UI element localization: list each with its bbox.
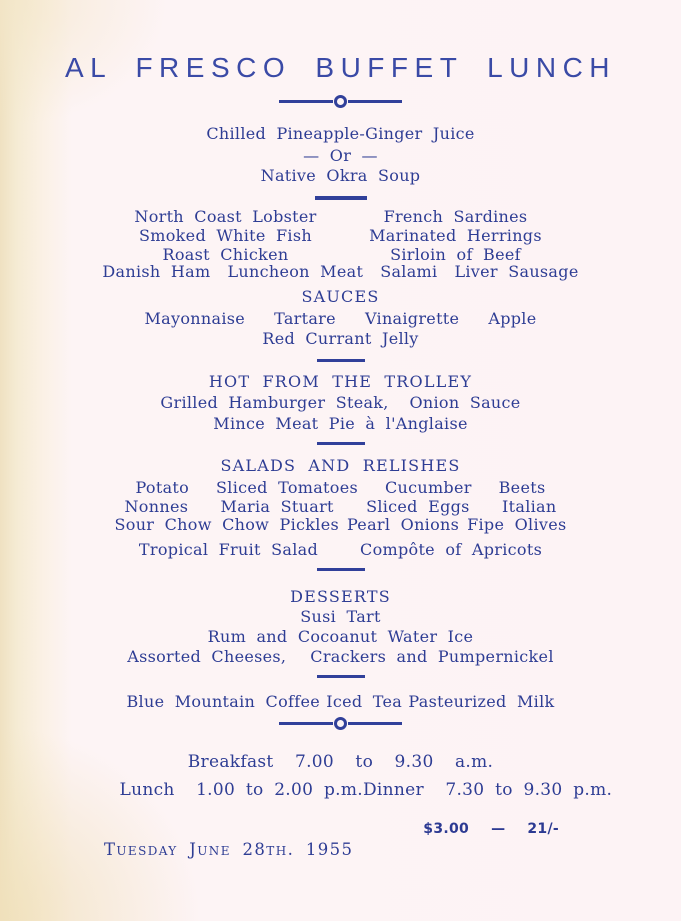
cold-item: Salami: [380, 262, 438, 281]
beverage-item: Iced Tea: [326, 692, 403, 711]
cheese-row: [0, 647, 681, 667]
salad-item: Nonnes: [124, 497, 189, 516]
salads-row: [115, 515, 567, 535]
or-separator: — Or —: [303, 146, 378, 165]
section-divider: [0, 568, 681, 571]
sauces-row: [145, 309, 537, 329]
salad-item: Beets: [498, 478, 546, 497]
beverage-item: Pasteurized Milk: [408, 692, 555, 711]
sauces-heading: SAUCES: [301, 287, 380, 306]
cold-item: Sirloin of Beef: [390, 245, 521, 264]
dessert-item: Susi Tart: [300, 607, 381, 626]
cold-item: Roast Chicken: [162, 245, 289, 264]
dessert-item: Rum and Cocoanut Water Ice: [207, 627, 474, 646]
section-divider: [0, 196, 681, 200]
sauce-item: Vinaigrette: [364, 309, 460, 328]
divider-line: [348, 722, 402, 725]
price-dollars: $3.00: [423, 821, 470, 837]
divider-line: [348, 100, 402, 103]
dessert-item: Crackers and Pumpernickel: [310, 647, 554, 666]
starter-soup: Native Okra Soup: [260, 166, 421, 185]
salad-item: Sliced Eggs: [366, 497, 470, 516]
salad-item: Compôte of Apricots: [360, 540, 543, 559]
salad-item: Sour Chow Chow Pickles: [114, 515, 339, 534]
section-divider: [0, 675, 681, 678]
salads-row: [125, 497, 557, 517]
salads-heading: SALADS AND RELISHES: [220, 456, 461, 475]
sauce-item: Tartare: [274, 309, 336, 328]
salad-item: Sliced Tomatoes: [216, 478, 358, 497]
dinner-hours: Dinner 7.30 to 9.30 p.m.: [362, 780, 613, 800]
price-shillings: 21/-: [527, 821, 559, 837]
divider-circle-icon: [334, 95, 347, 108]
lunch-hours: Lunch 1.00 to 2.00 p.m.: [119, 780, 363, 800]
sauce-item: Mayonnaise: [144, 309, 246, 328]
beverages-row: [127, 692, 555, 712]
divider-circle-icon: [334, 717, 347, 730]
cold-item: Liver Sausage: [454, 262, 579, 281]
divider-line: [279, 100, 333, 103]
cold-buffet-columns: [111, 207, 571, 264]
section-divider: [0, 442, 681, 445]
desserts-heading: DESSERTS: [290, 587, 391, 606]
salad-item: Potato: [135, 478, 190, 497]
breakfast-hours: Breakfast 7.00 to 9.30 a.m.: [187, 752, 494, 772]
price-dash: —: [491, 821, 506, 837]
trolley-heading: HOT FROM THE TROLLEY: [208, 372, 473, 391]
beverage-item: Blue Mountain Coffee: [126, 692, 320, 711]
ornamental-divider-top: [0, 95, 681, 108]
salad-item: Italian: [502, 497, 557, 516]
sauce-item: Red Currant Jelly: [262, 329, 419, 348]
trolley-item: Grilled Hamburger Steak, Onion Sauce: [160, 393, 521, 412]
salads-row: [136, 478, 546, 498]
cold-item: Danish Ham: [102, 262, 211, 281]
starter-juice: Chilled Pineapple-Ginger Juice: [206, 124, 475, 143]
salad-item: Maria Stuart: [220, 497, 334, 516]
salad-item: Pearl Onions: [346, 515, 460, 534]
salad-item: Fipe Olives: [467, 515, 567, 534]
trolley-item: Mince Meat Pie à l'Anglaise: [213, 414, 468, 433]
ornamental-divider-bottom: [0, 717, 681, 730]
salad-item: Tropical Fruit Salad: [138, 540, 319, 559]
cold-meats-row: [0, 262, 681, 282]
cold-item: Smoked White Fish: [139, 226, 312, 245]
menu-date: Tuesday June 28th. 1955: [104, 840, 354, 859]
section-divider: [0, 359, 681, 362]
divider-line: [279, 722, 333, 725]
cold-item: North Coast Lobster: [134, 207, 317, 226]
cold-item: Marinated Herrings: [369, 226, 542, 245]
salads-row: [0, 540, 681, 560]
dessert-item: Assorted Cheeses,: [127, 647, 287, 666]
lunch-dinner-hours: [119, 779, 613, 801]
cold-item: Luncheon Meat: [227, 262, 364, 281]
salad-item: Cucumber: [384, 478, 472, 497]
sauce-item: Apple: [488, 309, 537, 328]
menu-title: AL FRESCO BUFFET LUNCH: [64, 52, 617, 83]
price-row: [0, 821, 681, 837]
cold-item: French Sardines: [383, 207, 528, 226]
